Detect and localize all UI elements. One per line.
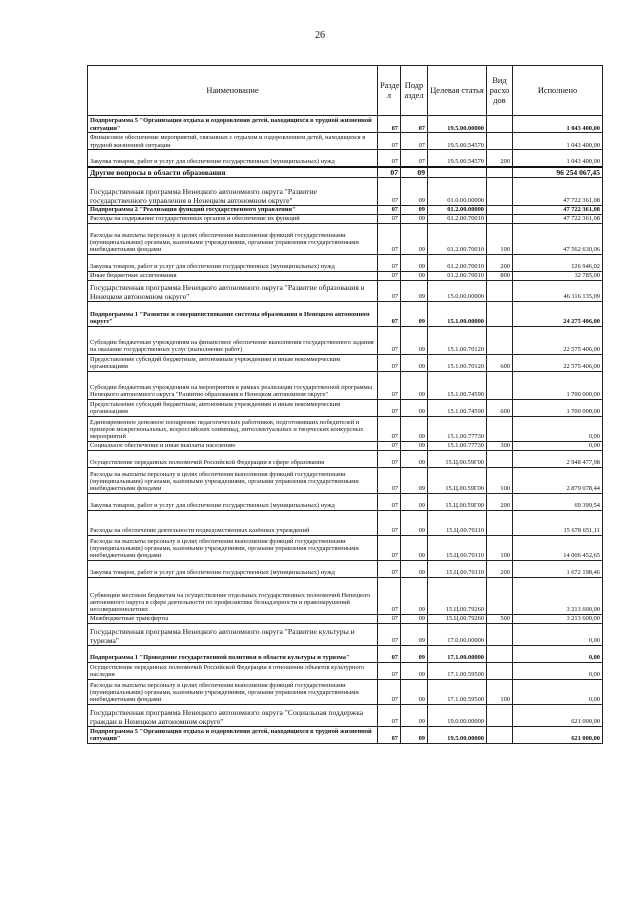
cell-subsection: 09 <box>401 326 428 354</box>
cell-subsection: 09 <box>401 271 428 280</box>
table-row <box>88 704 603 726</box>
table-row <box>88 510 603 535</box>
cell-expense-type: 600 <box>487 354 513 371</box>
cell-name: Закупка товаров, работ и услуг для обеспечения государственных (муниципальных) нужд <box>88 254 378 271</box>
cell-executed: 3 213 600,00 <box>513 614 603 623</box>
cell-target-article: 15.1.00.74590 <box>428 399 487 416</box>
cell-name: Иные бюджетные ассигнования <box>88 271 378 280</box>
cell-subsection: 09 <box>401 223 428 254</box>
cell-section: 07 <box>378 326 401 354</box>
cell-subsection: 09 <box>401 416 428 441</box>
cell-target-article: 15.1.00.77730 <box>428 441 487 450</box>
cell-subsection: 09 <box>401 399 428 416</box>
header-section: Разде л <box>378 66 401 116</box>
cell-expense-type: 200 <box>487 493 513 510</box>
cell-expense-type <box>487 645 513 662</box>
cell-executed: 46 116 135,09 <box>513 280 603 301</box>
cell-subsection: 09 <box>401 535 428 560</box>
cell-target-article: 19.5.00.54570 <box>428 150 487 167</box>
cell-expense-type <box>487 177 513 205</box>
cell-expense-type <box>487 301 513 326</box>
table-row <box>88 467 603 493</box>
cell-expense-type: 300 <box>487 441 513 450</box>
cell-name: Расходы на выплаты персоналу в целях обеспечения выполнения функций государственными (муниципальными) органами, казенными учреждениями, органами управления государственными внебюджетными фондами <box>88 535 378 560</box>
table-row <box>88 450 603 467</box>
cell-name: Расходы на выплаты персоналу в целях обеспечения выполнения функций государственными (муниципальными) органами, казенными учреждениями, органами управления государственными внебюджетными фондами <box>88 679 378 704</box>
cell-executed: 621 000,00 <box>513 726 603 743</box>
cell-subsection: 09 <box>401 177 428 205</box>
cell-target-article: 19.5.00.00000 <box>428 726 487 743</box>
cell-executed: 0,00 <box>513 645 603 662</box>
cell-target-article: 15.Ц.00.59Г00 <box>428 467 487 493</box>
cell-subsection: 09 <box>401 354 428 371</box>
cell-target-article <box>428 167 487 178</box>
cell-target-article: 15.Ц.00.59Г00 <box>428 493 487 510</box>
cell-name: Единовременное денежное поощрение педагогических работников, подготовивших победителей и призеров межрегиональных, всероссийских олимпиад, интеллектуальных и творческих конкурсных мероприятий <box>88 416 378 441</box>
cell-target-article: 15.1.00.70120 <box>428 326 487 354</box>
cell-executed: 0,00 <box>513 441 603 450</box>
cell-executed: 1 043 400,00 <box>513 116 603 133</box>
cell-expense-type: 100 <box>487 467 513 493</box>
cell-expense-type <box>487 214 513 223</box>
cell-target-article: 17.1.00.00000 <box>428 645 487 662</box>
cell-section: 07 <box>378 577 401 614</box>
cell-subsection: 09 <box>401 214 428 223</box>
cell-section: 07 <box>378 223 401 254</box>
cell-subsection: 09 <box>401 441 428 450</box>
cell-section: 07 <box>378 662 401 679</box>
cell-subsection: 07 <box>401 150 428 167</box>
cell-subsection: 09 <box>401 645 428 662</box>
cell-section: 07 <box>378 726 401 743</box>
cell-subsection: 07 <box>401 133 428 150</box>
table-row <box>88 645 603 662</box>
cell-executed: 24 275 406,00 <box>513 301 603 326</box>
cell-executed: 0,00 <box>513 679 603 704</box>
cell-section: 07 <box>378 560 401 577</box>
cell-name: Межбюджетные трансферты <box>88 614 378 623</box>
cell-target-article: 19.5.00.00000 <box>428 116 487 133</box>
cell-section: 07 <box>378 177 401 205</box>
budget-table <box>87 65 603 744</box>
cell-name: Подпрограмма 2 "Реализация функций государственного управления" <box>88 205 378 214</box>
cell-subsection: 09 <box>401 280 428 301</box>
cell-target-article: 17.0.00.00000 <box>428 623 487 645</box>
cell-expense-type: 500 <box>487 614 513 623</box>
table-row <box>88 326 603 354</box>
header-name: Наименование <box>88 66 378 116</box>
cell-target-article: 15.1.00.74590 <box>428 371 487 399</box>
cell-name: Предоставление субсидий бюджетным, автономным учреждениям и иным некоммерческим организациям <box>88 354 378 371</box>
cell-expense-type <box>487 205 513 214</box>
cell-name: Расходы на выплаты персоналу в целях обеспечения выполнения функций государственными (муниципальными) органами, казенными учреждениями, органами управления государственными внебюджетными фондами <box>88 223 378 254</box>
table-row <box>88 679 603 704</box>
cell-executed: 2 879 078,44 <box>513 467 603 493</box>
cell-name: Другие вопросы в области образования <box>88 167 378 178</box>
header-expense-type: Вид расхо дов <box>487 66 513 116</box>
cell-subsection: 09 <box>401 205 428 214</box>
cell-executed: 47 562 630,06 <box>513 223 603 254</box>
cell-target-article: 17.1.00.59500 <box>428 662 487 679</box>
cell-executed: 3 213 600,00 <box>513 577 603 614</box>
cell-expense-type <box>487 726 513 743</box>
cell-executed: 22 575 406,00 <box>513 326 603 354</box>
cell-expense-type <box>487 116 513 133</box>
cell-name: Подпрограмма 1 "Развитие и совершенствование системы образования в Ненецком автономном округе" <box>88 301 378 326</box>
table-row <box>88 205 603 214</box>
table-row <box>88 726 603 743</box>
table-row <box>88 371 603 399</box>
cell-target-article: 15.0.00.00000 <box>428 280 487 301</box>
table-row <box>88 441 603 450</box>
cell-target-article: 01.2.00.70010 <box>428 254 487 271</box>
table-body <box>88 116 603 744</box>
cell-expense-type: 200 <box>487 150 513 167</box>
cell-section: 07 <box>378 493 401 510</box>
cell-target-article: 15.Ц.00.70110 <box>428 535 487 560</box>
table-row <box>88 177 603 205</box>
cell-executed: 1 043 400,00 <box>513 133 603 150</box>
cell-section: 07 <box>378 116 401 133</box>
cell-name: Закупка товаров, работ и услуг для обеспечения государственных (муниципальных) нужд <box>88 150 378 167</box>
cell-subsection: 09 <box>401 493 428 510</box>
cell-expense-type: 800 <box>487 271 513 280</box>
table-row <box>88 354 603 371</box>
table-row <box>88 493 603 510</box>
cell-name: Осуществление переданных полномочий Российской Федерации в отношении объектов культурного наследия <box>88 662 378 679</box>
cell-executed: 2 948 477,98 <box>513 450 603 467</box>
cell-expense-type: 600 <box>487 399 513 416</box>
cell-target-article: 01.2.00.70010 <box>428 271 487 280</box>
cell-target-article: 01.2.00.70010 <box>428 223 487 254</box>
cell-target-article: 15.Ц.00.70110 <box>428 560 487 577</box>
cell-executed: 0,00 <box>513 623 603 645</box>
cell-name: Социальное обеспечение и иные выплаты населению <box>88 441 378 450</box>
table-row <box>88 623 603 645</box>
cell-executed: 1 700 000,00 <box>513 399 603 416</box>
cell-executed: 621 000,00 <box>513 704 603 726</box>
cell-name: Финансовое обеспечение мероприятий, связанных с отдыхом и оздоровлением детей, находящихся в трудной жизненной ситуации <box>88 133 378 150</box>
cell-section: 07 <box>378 354 401 371</box>
cell-expense-type: 100 <box>487 679 513 704</box>
cell-subsection: 09 <box>401 167 428 178</box>
cell-target-article: 15.Ц.00.59Г00 <box>428 450 487 467</box>
cell-subsection: 09 <box>401 467 428 493</box>
cell-subsection: 09 <box>401 614 428 623</box>
table-row <box>88 116 603 133</box>
table-row <box>88 167 603 178</box>
header-target-article: Целевая статья <box>428 66 487 116</box>
cell-section: 07 <box>378 399 401 416</box>
cell-expense-type <box>487 133 513 150</box>
cell-name: Предоставление субсидий бюджетным, автономным учреждениям и иным некоммерческим организациям <box>88 399 378 416</box>
cell-expense-type <box>487 662 513 679</box>
cell-section: 07 <box>378 371 401 399</box>
cell-executed: 15 678 651,11 <box>513 510 603 535</box>
cell-subsection: 09 <box>401 662 428 679</box>
cell-expense-type <box>487 280 513 301</box>
header-subsection: Подр аздел <box>401 66 428 116</box>
cell-expense-type <box>487 704 513 726</box>
page-number: 26 <box>315 30 325 41</box>
cell-name: Закупка товаров, работ и услуг для обеспечения государственных (муниципальных) нужд <box>88 493 378 510</box>
cell-executed: 0,00 <box>513 662 603 679</box>
cell-name: Расходы на выплаты персоналу в целях обеспечения выполнения функций государственными (муниципальными) органами, казенными учреждениями, органами управления государственными внебюджетными фондами <box>88 467 378 493</box>
cell-target-article: 15.1.00.77730 <box>428 416 487 441</box>
table-row <box>88 223 603 254</box>
cell-executed: 0,00 <box>513 416 603 441</box>
cell-target-article: 19.0.00.00000 <box>428 704 487 726</box>
cell-executed: 96 254 067,45 <box>513 167 603 178</box>
cell-section: 07 <box>378 704 401 726</box>
cell-subsection: 07 <box>401 116 428 133</box>
cell-expense-type <box>487 371 513 399</box>
table-row <box>88 271 603 280</box>
cell-subsection: 09 <box>401 254 428 271</box>
table-row <box>88 133 603 150</box>
cell-name: Субвенции местным бюджетам на осуществление отдельных государственных полномочий Ненецкого автономного округа в сфере деятельности по профилактике безнадзорности и правонарушений несовершеннолетних <box>88 577 378 614</box>
cell-section: 07 <box>378 133 401 150</box>
cell-section: 07 <box>378 535 401 560</box>
cell-section: 07 <box>378 301 401 326</box>
table-row <box>88 416 603 441</box>
cell-section: 07 <box>378 467 401 493</box>
cell-executed: 47 722 361,08 <box>513 205 603 214</box>
cell-section: 07 <box>378 510 401 535</box>
cell-section: 07 <box>378 254 401 271</box>
cell-section: 07 <box>378 271 401 280</box>
cell-target-article: 19.5.00.54570 <box>428 133 487 150</box>
table-row <box>88 535 603 560</box>
cell-section: 07 <box>378 150 401 167</box>
cell-subsection: 09 <box>401 301 428 326</box>
cell-subsection: 09 <box>401 704 428 726</box>
cell-target-article: 15.Ц.00.79260 <box>428 577 487 614</box>
cell-executed: 14 006 452,65 <box>513 535 603 560</box>
cell-name: Осуществление переданных полномочий Российской Федерации в сфере образования <box>88 450 378 467</box>
cell-subsection: 09 <box>401 560 428 577</box>
table-row <box>88 399 603 416</box>
cell-target-article: 17.1.00.59500 <box>428 679 487 704</box>
cell-executed: 1 700 000,00 <box>513 371 603 399</box>
cell-executed: 69 399,54 <box>513 493 603 510</box>
table-row <box>88 214 603 223</box>
cell-executed: 1 672 198,46 <box>513 560 603 577</box>
table-row <box>88 614 603 623</box>
cell-name: Государственная программа Ненецкого автономного округа "Развитие образования в Ненецком автономном округе" <box>88 280 378 301</box>
cell-section: 07 <box>378 214 401 223</box>
cell-executed: 1 043 400,00 <box>513 150 603 167</box>
cell-name: Государственная программа Ненецкого автономного округа "Развитие государственного управления в Ненецком автономном округе" <box>88 177 378 205</box>
cell-expense-type <box>487 450 513 467</box>
cell-section: 07 <box>378 205 401 214</box>
cell-subsection: 09 <box>401 371 428 399</box>
cell-name: Подпрограмма 1 "Проведение государственной политики в области культуры и туризма" <box>88 645 378 662</box>
cell-section: 07 <box>378 614 401 623</box>
cell-subsection: 09 <box>401 577 428 614</box>
cell-section: 07 <box>378 167 401 178</box>
table-row <box>88 662 603 679</box>
cell-subsection: 09 <box>401 726 428 743</box>
cell-expense-type <box>487 326 513 354</box>
cell-name: Расходы на обеспечение деятельности подведомственных казённых учреждений <box>88 510 378 535</box>
cell-expense-type <box>487 416 513 441</box>
cell-subsection: 09 <box>401 623 428 645</box>
cell-name: Государственная программа Ненецкого автономного округа "Социальная поддержка граждан в Ненецком автономном округе" <box>88 704 378 726</box>
cell-subsection: 09 <box>401 450 428 467</box>
cell-section: 07 <box>378 441 401 450</box>
cell-name: Закупка товаров, работ и услуг для обеспечения государственных (муниципальных) нужд <box>88 560 378 577</box>
header-executed: Исполнено <box>513 66 603 116</box>
cell-section: 07 <box>378 280 401 301</box>
cell-subsection: 09 <box>401 510 428 535</box>
table-row <box>88 560 603 577</box>
cell-section: 07 <box>378 450 401 467</box>
cell-expense-type: 100 <box>487 223 513 254</box>
cell-target-article: 01.2.00.70010 <box>428 214 487 223</box>
table-row <box>88 150 603 167</box>
cell-target-article: 15.1.00.70120 <box>428 354 487 371</box>
table-row <box>88 301 603 326</box>
cell-executed: 22 575 406,00 <box>513 354 603 371</box>
cell-executed: 32 785,00 <box>513 271 603 280</box>
table-header-row <box>88 66 603 116</box>
cell-expense-type <box>487 577 513 614</box>
cell-section: 07 <box>378 645 401 662</box>
cell-expense-type <box>487 510 513 535</box>
cell-name: Государственная программа Ненецкого автономного округа "Развитие культуры и туризма" <box>88 623 378 645</box>
table-row <box>88 254 603 271</box>
cell-subsection: 09 <box>401 679 428 704</box>
table-row <box>88 280 603 301</box>
cell-name: Субсидии бюджетным учреждениям на финансовое обеспечение выполнения государственного задания на оказание государственных услуг (выполнение работ) <box>88 326 378 354</box>
cell-expense-type: 200 <box>487 254 513 271</box>
cell-executed: 126 946,02 <box>513 254 603 271</box>
cell-expense-type <box>487 167 513 178</box>
cell-section: 07 <box>378 416 401 441</box>
cell-section: 07 <box>378 679 401 704</box>
cell-section: 07 <box>378 623 401 645</box>
cell-target-article: 01.2.00.00000 <box>428 205 487 214</box>
cell-expense-type: 100 <box>487 535 513 560</box>
cell-expense-type: 200 <box>487 560 513 577</box>
cell-expense-type <box>487 623 513 645</box>
table-row <box>88 577 603 614</box>
cell-target-article: 15.Ц.00.70110 <box>428 510 487 535</box>
cell-name: Расходы на содержание государственных органов и обеспечение их функций <box>88 214 378 223</box>
cell-executed: 47 722 361,08 <box>513 177 603 205</box>
cell-name: Подпрограмма 5 "Организация отдыха и оздоровления детей, находящихся в трудной жизненной ситуации" <box>88 116 378 133</box>
cell-name: Субсидии бюджетным учреждениям на мероприятия в рамках реализации государственной программы Ненецкого автономного округа "Развитие образования в Ненецком автономном округе" <box>88 371 378 399</box>
cell-target-article: 15.1.00.00000 <box>428 301 487 326</box>
cell-target-article: 15.Ц.00.79260 <box>428 614 487 623</box>
cell-executed: 47 722 361,08 <box>513 214 603 223</box>
cell-name: Подпрограмма 5 "Организация отдыха и оздоровления детей, находящихся в трудной жизненной ситуации" <box>88 726 378 743</box>
cell-target-article: 01.0.00.00000 <box>428 177 487 205</box>
